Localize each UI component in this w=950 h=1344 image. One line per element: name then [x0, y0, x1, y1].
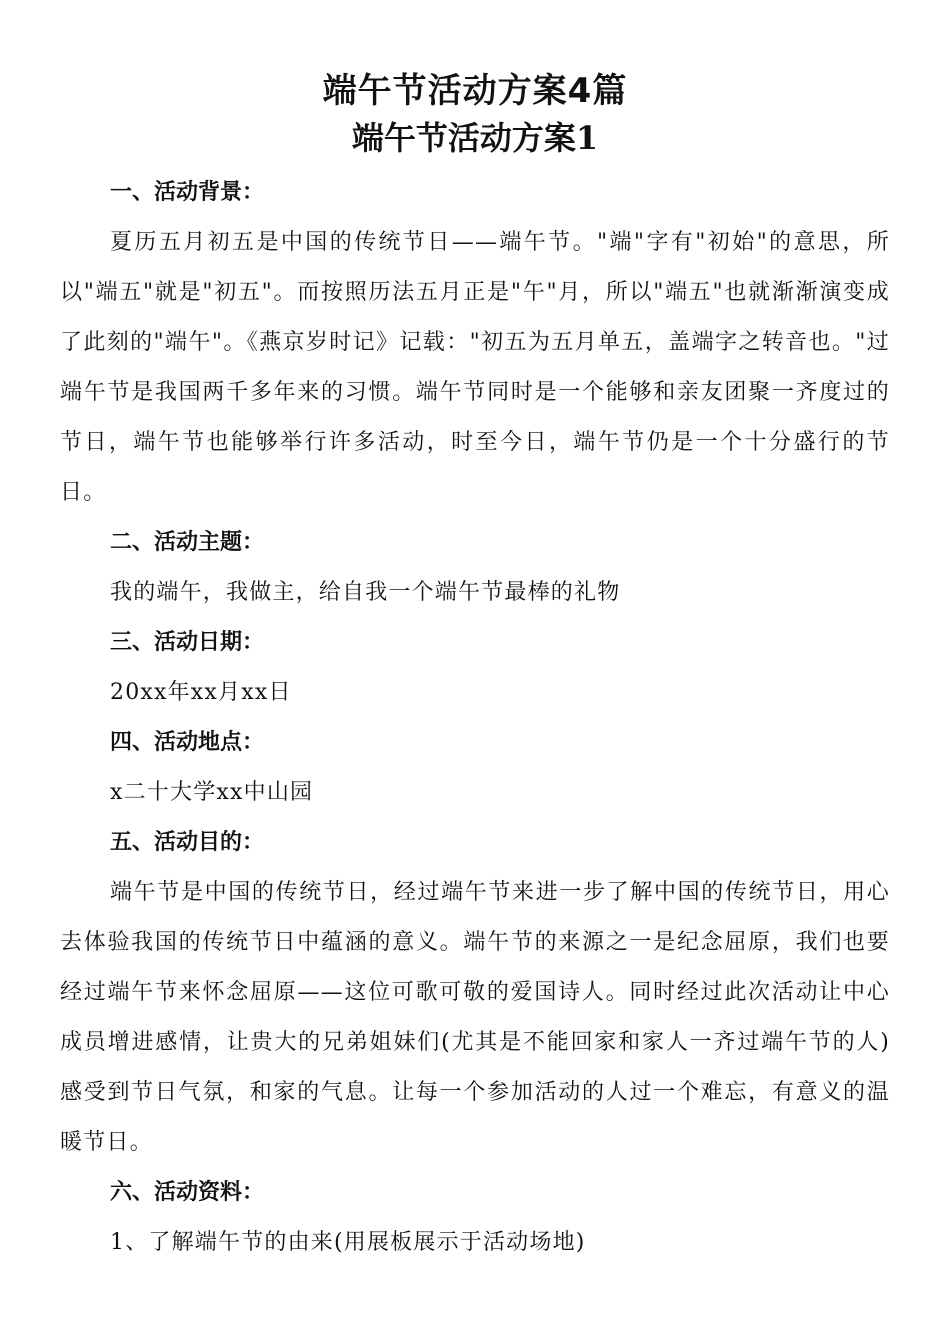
section-heading-materials: 六、活动资料： [110, 1180, 265, 1205]
section-text-theme: 我的端午，我做主，给自我一个端午节最棒的礼物 [110, 580, 621, 605]
section-heading-theme: 二、活动主题： [110, 530, 265, 555]
section-heading-date: 三、活动日期： [110, 630, 265, 655]
section-text-date: 20xx年xx月xx日 [110, 680, 292, 705]
document-title: 端午节活动方案4篇 [322, 71, 628, 111]
section-text-background: 夏历五月初五是中国的传统节日——端午节。"端"字有"初始"的意思，所以"端五"就是"初五"。而按照历法五月正是"午"月，所以"端五"也就渐渐演变成了此刻的"端午"。《燕京岁时记》记载："初五为五月单五，盖端字之转音也。"过端午节是我国两千多年来的习惯。端午节同时是一个能够和亲友团聚一齐度过的节日，端午节也能够举行许多活动，时至今日，端午节仍是一个十分盛行的节日。 [60, 230, 890, 505]
materials-list-item: 1、了解端午节的由来(用展板展示于活动场地) [110, 1230, 586, 1255]
section-heading-background: 一、活动背景： [110, 180, 265, 205]
section-heading-purpose: 五、活动目的： [110, 830, 265, 855]
section-text-location: x二十大学xx中山园 [110, 780, 314, 805]
section-text-purpose: 端午节是中国的传统节日，经过端午节来进一步了解中国的传统节日，用心去体验我国的传统节日中蕴涵的意义。端午节的来源之一是纪念屈原，我们也要经过端午节来怀念屈原——这位可歌可敬的爱国诗人。同时经过此次活动让中心成员增进感情，让贵大的兄弟姐妹们(尤其是不能回家和家人一齐过端午节的人)感受到节日气氛，和家的气息。让每一个参加活动的人过一个难忘，有意义的温暖节日。 [60, 880, 890, 1155]
document-subtitle: 端午节活动方案1 [351, 119, 599, 157]
document-body [60, 168, 890, 1268]
section-heading-location: 四、活动地点： [110, 730, 265, 755]
